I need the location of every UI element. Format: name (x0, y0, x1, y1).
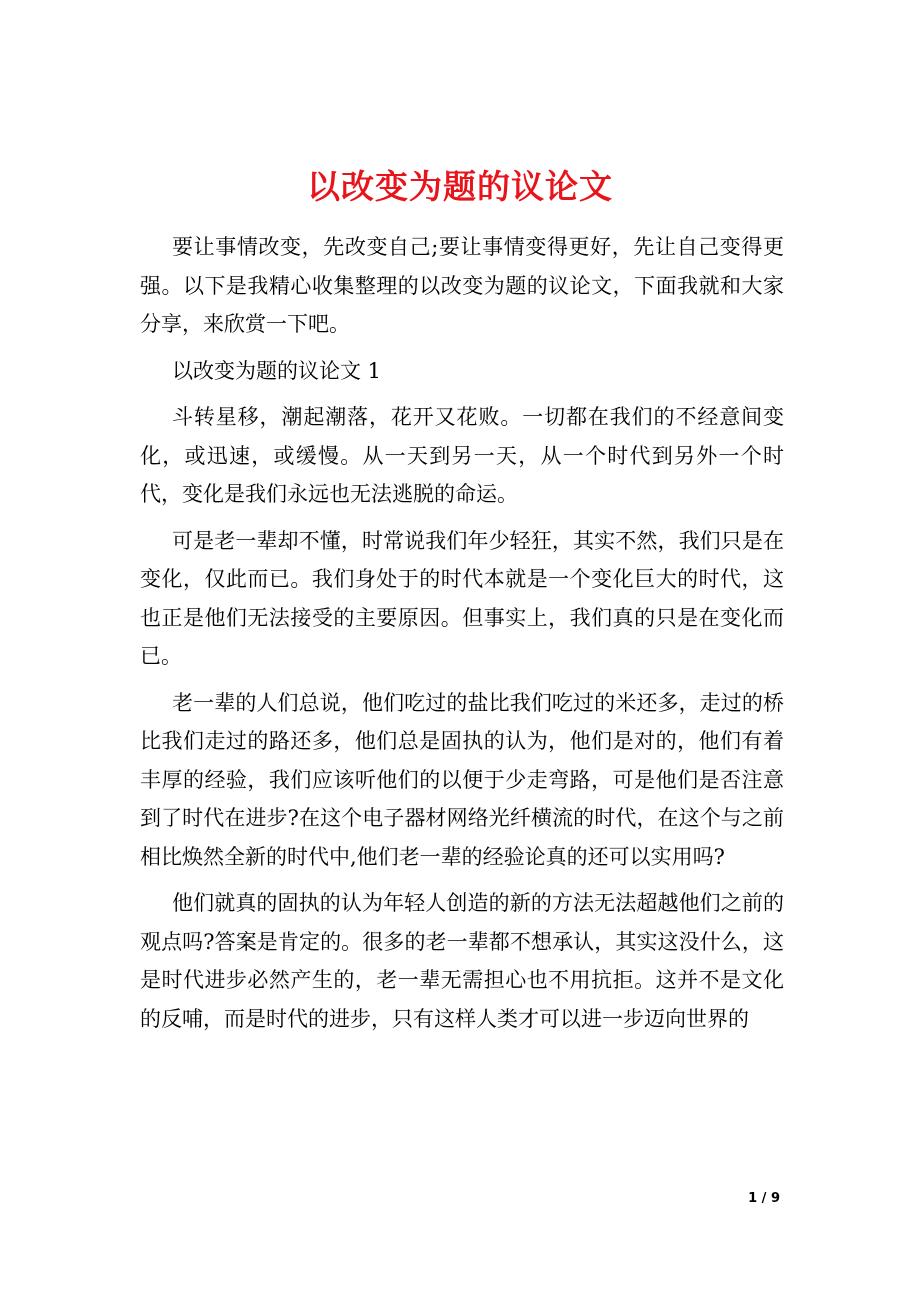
page-number: 1 / 9 (748, 1191, 780, 1206)
body-paragraph: 可是老一辈却不懂，时常说我们年少轻狂，其实不然，我们只是在变化，仅此而已。我们身处于的时代本就是一个变化巨大的时代，这也正是他们无法接受的主要原因。但事实上，我们真的只是在变化而已。 (140, 528, 784, 668)
body-paragraph: 斗转星移，潮起潮落，花开又花败。一切都在我们的不经意间变化，或迅速，或缓慢。从一天到另一天，从一个时代到另外一个时代，变化是我们永远也无法逃脱的命运。 (140, 405, 784, 506)
intro-paragraph: 要让事情改变，先改变自己;要让事情变得更好，先让自己变得更强。以下是我精心收集整理的以改变为题的议论文，下面我就和大家分享，来欣赏一下吧。 (140, 235, 784, 336)
document-body (140, 228, 784, 1046)
document-title: 以改变为题的议论文 (307, 167, 613, 207)
section-heading: 以改变为题的议论文 1 (172, 358, 382, 383)
body-paragraph: 他们就真的固执的认为年轻人创造的新的方法无法超越他们之前的观点吗?答案是肯定的。很多的老一辈都不想承认，其实这没什么，这是时代进步必然产生的，老一辈无需担心也不用抗拒。这并不是文化的反哺，而是时代的进步，只有这样人类才可以进一步迈向世界的 (140, 891, 784, 1031)
body-paragraph: 老一辈的人们总说，他们吃过的盐比我们吃过的米还多，走过的桥比我们走过的路还多，他们总是固执的认为，他们是对的，他们有着丰厚的经验，我们应该听他们的以便于少走弯路，可是他们是否注意到了时代在进步?在这个电子器材网络光纤横流的时代，在这个与之前相比焕然全新的时代中,他们老一辈的经验论真的还可以实用吗? (140, 690, 784, 869)
